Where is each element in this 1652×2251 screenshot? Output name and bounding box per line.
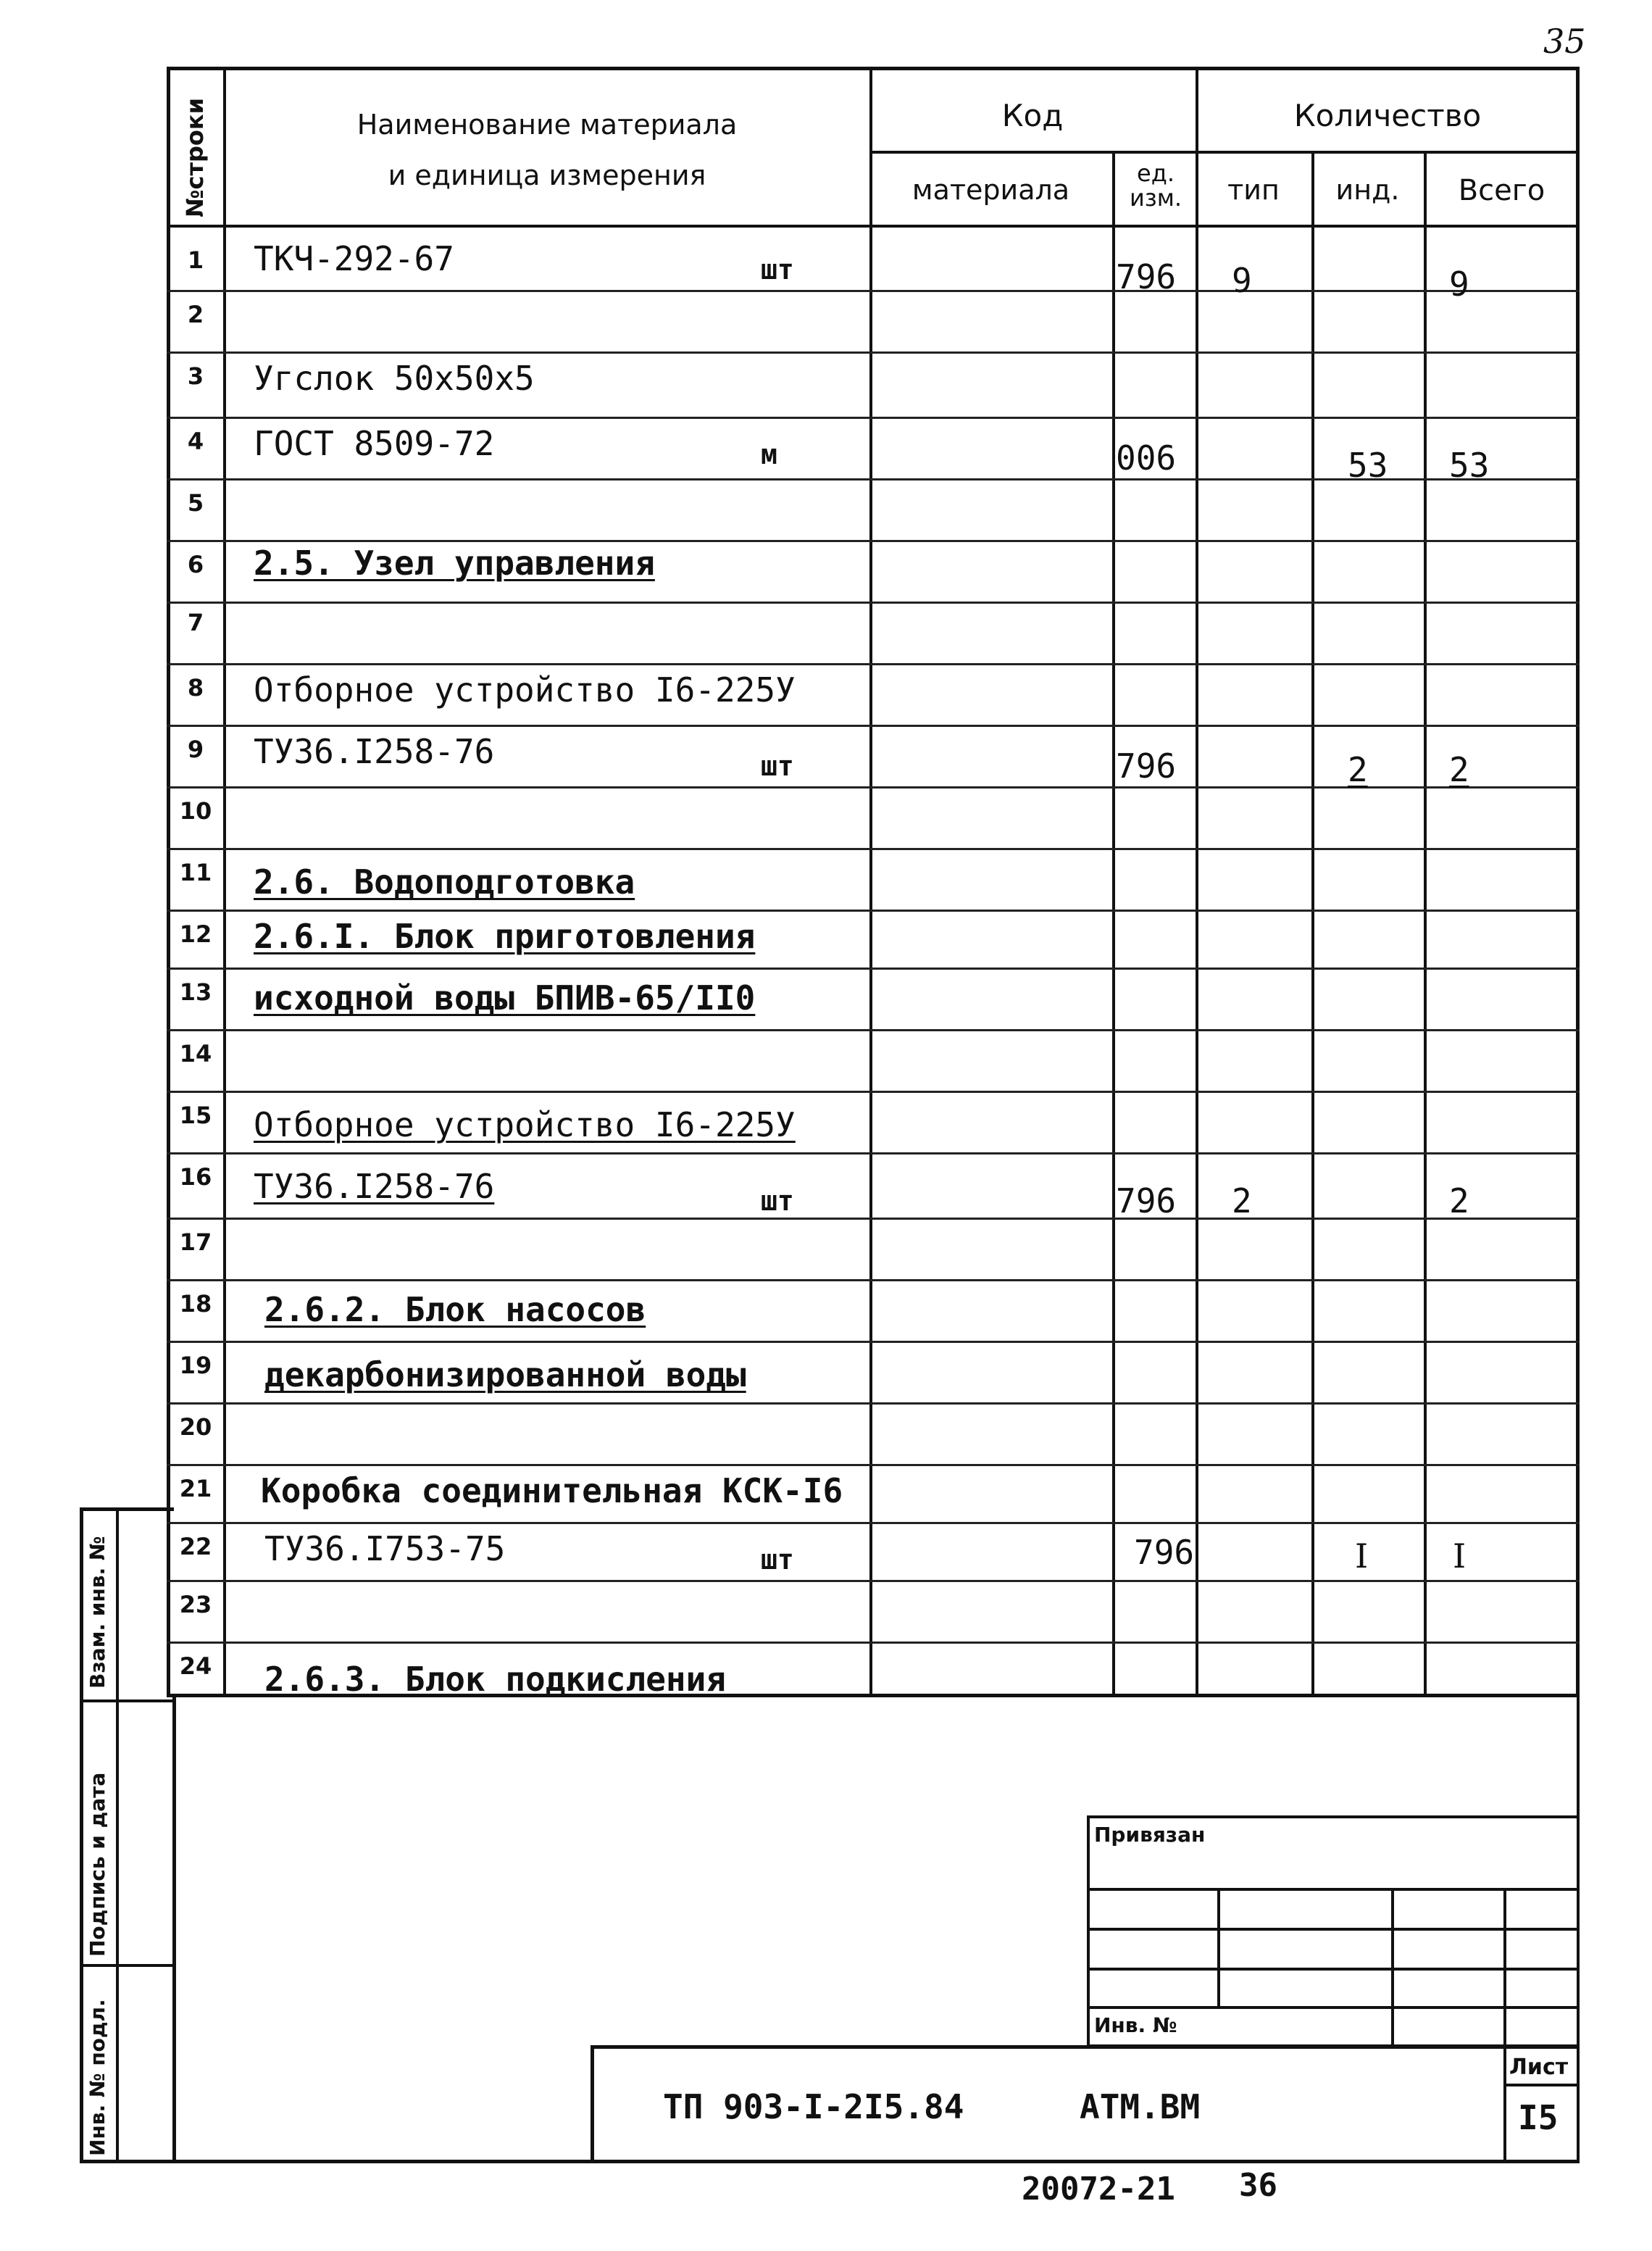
header-code-material: материала [911,174,1070,206]
row-number: 14 [179,1040,212,1068]
row-line [167,417,1580,419]
row-name: ТУ36.I753-75 [264,1529,506,1568]
row-line [167,1642,1580,1644]
row-number: 2 [187,301,204,328]
row-number: 21 [179,1475,212,1502]
row-name: декарбонизированной воды [264,1355,746,1394]
row-name: 2.6. Водоподготовка [254,862,635,902]
row-number: 11 [179,859,212,886]
binding-col-1 [1217,1888,1220,2007]
row-number: 23 [179,1591,212,1618]
row-name: ТКЧ-292-67 [254,239,454,278]
row-name: 2.6.I. Блок приготовления [254,917,756,956]
row-line [167,290,1580,292]
row-unit: шт [761,254,794,286]
row-name: Отборное устройство I6-225У [254,670,796,710]
title-list-line [1503,2084,1580,2086]
row-number: 9 [187,736,204,763]
row-line [167,1522,1580,1524]
header-bottom-line [167,225,1580,228]
row-number: 18 [179,1290,212,1318]
row-line [167,848,1580,850]
row-total: I [1453,1536,1467,1576]
row-code: 796 [1116,746,1177,786]
side-stamp-line-1 [80,1699,174,1702]
row-number: 4 [187,428,204,455]
row-type: 9 [1232,261,1252,300]
list-number: I5 [1518,2098,1559,2137]
row-line [167,1464,1580,1466]
row-total: 2 [1449,1181,1469,1220]
row-total: 2 [1449,750,1469,789]
row-unit: м [761,438,777,470]
row-name: 2.5. Узел управления [254,544,655,583]
row-code: 796 [1116,1181,1177,1220]
row-unit: шт [761,1544,794,1576]
row-number: 24 [179,1652,212,1680]
row-number: 7 [187,609,204,636]
row-number: 22 [179,1533,212,1560]
row-number: 12 [179,920,212,948]
row-name: Отборное устройство I6-225У [254,1105,796,1144]
row-code: 796 [1134,1533,1195,1572]
row-number: 3 [187,362,204,390]
doc-mark: АТМ.ВМ [1080,2087,1201,2126]
row-line [167,1029,1580,1031]
row-type: 2 [1232,1181,1252,1220]
binding-col-3 [1503,1888,1506,2047]
title-list-divider [1503,2045,1506,2163]
header-code: Код [1001,98,1064,133]
row-ind: I [1355,1536,1369,1576]
row-number: 10 [179,797,212,825]
row-name: ГОСТ 8509-72 [254,424,495,463]
row-unit: шт [761,750,794,782]
row-name: Коробка соединительная КСК-I6 [261,1471,843,1510]
row-name: 2.6.2. Блок насосов [264,1290,646,1329]
header-row-no: №строки [181,97,209,217]
header-qty-total: Всего [1458,174,1545,207]
header-name-line2: и единица измерения [388,159,706,191]
row-line [167,663,1580,665]
header-code-unit: ед. изм. [1129,159,1182,212]
row-total: 53 [1449,446,1490,485]
header-quantity: Количество [1293,98,1482,133]
side-stamp-podpis: Подпись и дата [85,1772,109,1957]
row-line [167,910,1580,912]
row-number: 13 [179,978,212,1006]
row-ind: 2 [1348,750,1368,789]
row-line [167,602,1580,604]
row-line [167,540,1580,542]
col-divider-unit [1196,67,1198,1697]
col-divider-name [869,67,872,1697]
header-qty-ind: инд. [1335,174,1400,206]
row-number: 20 [179,1413,212,1441]
header-name-line1: Наименование материала [356,109,738,141]
header-qty-type: тип [1227,174,1280,206]
row-number: 19 [179,1352,212,1379]
footer-sheet: 36 [1239,2167,1277,2204]
row-code: 006 [1116,438,1177,478]
footer-order: 20072-21 [1022,2171,1175,2208]
header-subline [869,151,1580,154]
row-line [167,1152,1580,1154]
row-name: ТУ36.I258-76 [254,1167,495,1206]
side-stamp-line-2 [80,1964,174,1967]
side-stamp-vzam: Взам. инв. № [85,1536,109,1689]
row-line [167,725,1580,727]
row-number: 16 [179,1163,212,1191]
row-line [167,351,1580,354]
row-name: Угслок 50х50х5 [254,359,535,398]
binding-col-2 [1391,1888,1394,2047]
row-number: 17 [179,1228,212,1256]
row-line [167,1341,1580,1343]
row-name: ТУ36.I258-76 [254,732,495,771]
row-line [167,968,1580,970]
row-line [167,1580,1580,1582]
side-stamp-divider [116,1507,119,2163]
row-unit: шт [761,1185,794,1217]
row-code: 796 [1116,257,1177,296]
row-number: 1 [187,246,204,274]
page-number: 35 [1543,22,1586,61]
row-line [167,1091,1580,1093]
list-label: Лист [1509,2055,1569,2080]
doc-code: ТП 903-I-2I5.84 [663,2087,964,2126]
row-name: 2.6.3. Блок подкисления [264,1660,726,1699]
binding-label: Привязан [1094,1823,1206,1847]
side-stamp-inv-podl: Инв. № подл. [85,1999,109,2156]
row-name: исходной воды БПИВ-65/II0 [254,978,756,1018]
row-number: 6 [187,551,204,578]
inv-no-label: Инв. № [1094,2013,1177,2037]
row-line [167,1402,1580,1405]
row-total: 9 [1449,265,1469,304]
row-line [167,1279,1580,1281]
row-number: 8 [187,674,204,702]
row-ind: 53 [1348,446,1388,485]
row-number: 15 [179,1102,212,1129]
row-number: 5 [187,489,204,517]
row-line [167,1218,1580,1220]
